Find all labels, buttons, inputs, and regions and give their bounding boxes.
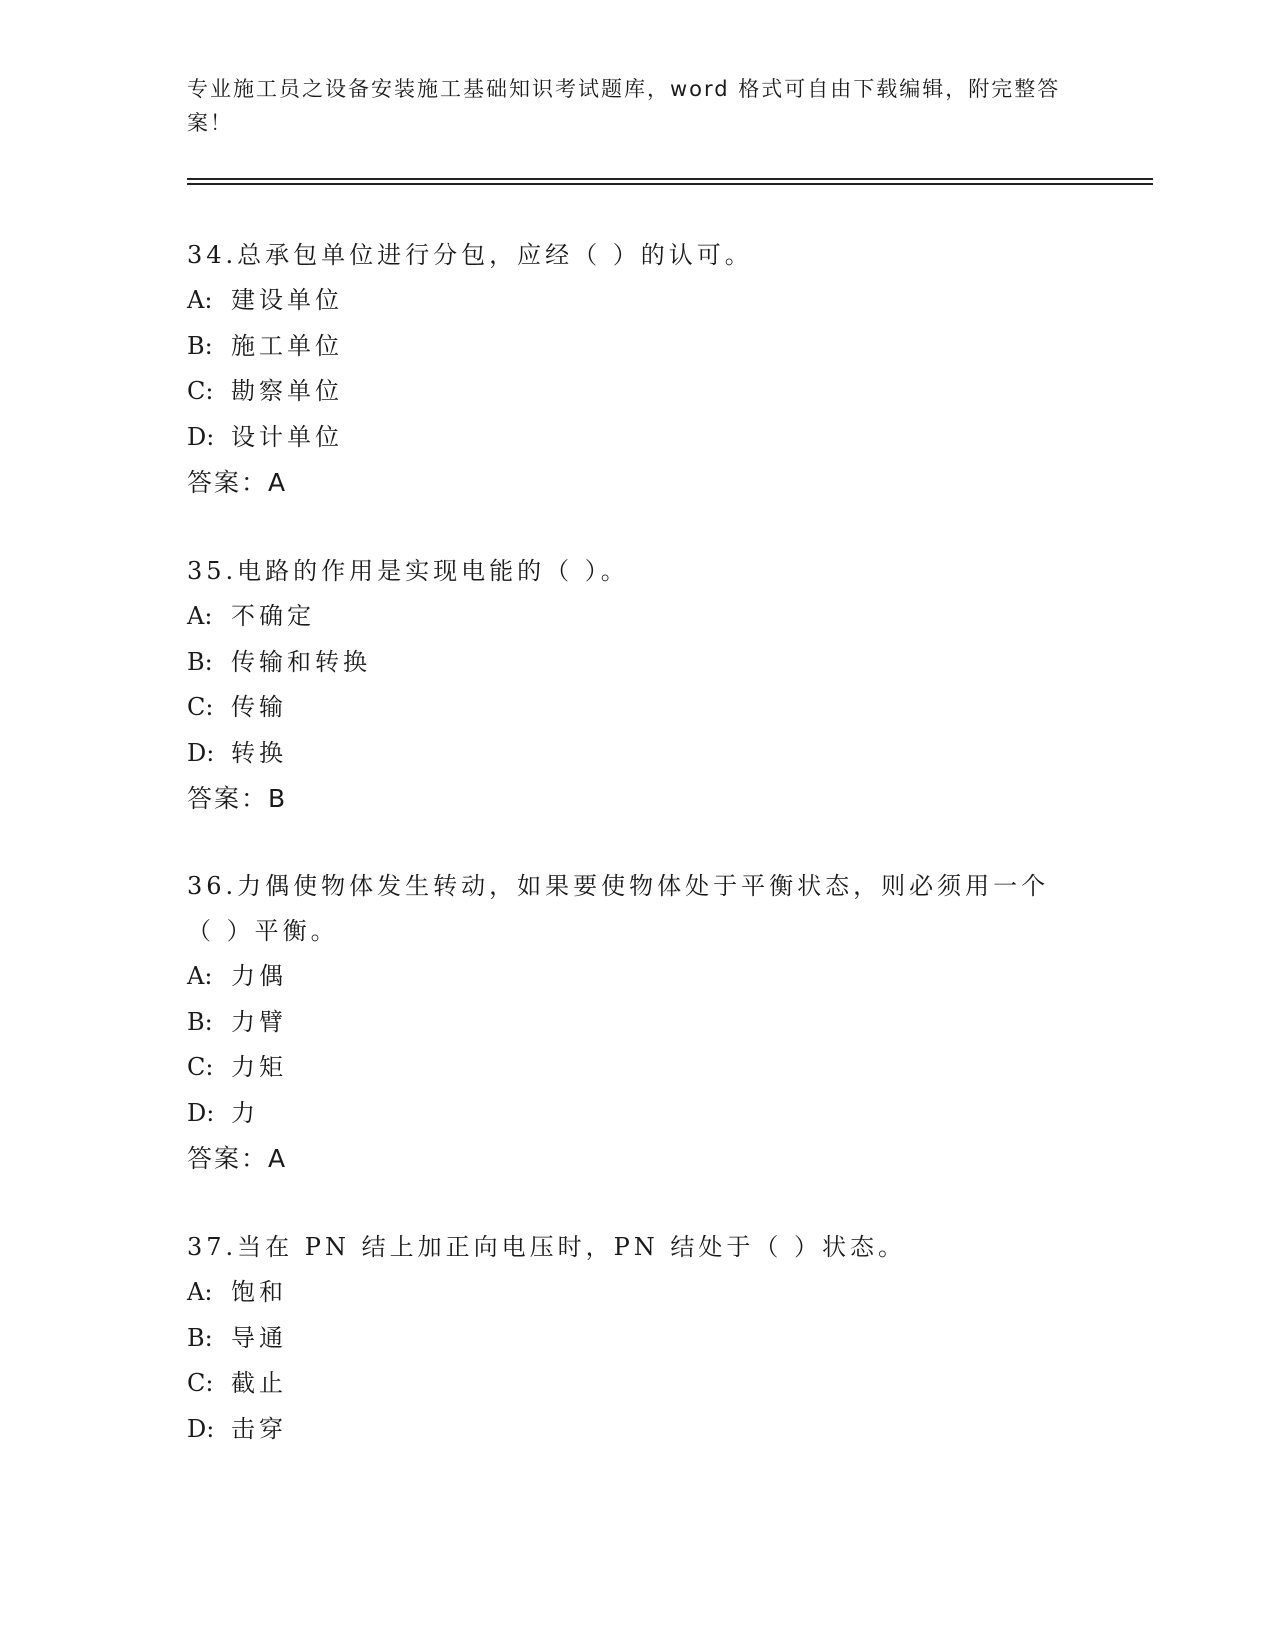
option-a bbox=[187, 278, 1107, 324]
option-text: 不确定 bbox=[231, 602, 315, 630]
option-letter: A: bbox=[187, 286, 213, 314]
option-letter: A: bbox=[187, 1278, 213, 1306]
option-text: 力偶 bbox=[231, 962, 287, 990]
option-letter: C: bbox=[187, 1369, 214, 1397]
option-text: 施工单位 bbox=[231, 331, 343, 360]
option-d bbox=[187, 731, 1107, 777]
question-35 bbox=[187, 549, 1107, 822]
option-text: 力矩 bbox=[231, 1053, 287, 1081]
option-letter: B: bbox=[187, 647, 213, 676]
option-letter: C: bbox=[187, 377, 214, 405]
option-a bbox=[187, 594, 1107, 640]
question-34 bbox=[187, 233, 1107, 506]
question-37 bbox=[187, 1225, 1107, 1452]
question-stem: 34.总承包单位进行分包，应经（ ）的认可。 bbox=[187, 241, 753, 269]
question-stem: 36.力偶使物体发生转动，如果要使物体处于平衡状态，则必须用一个（ ）平衡。 bbox=[187, 872, 1050, 945]
option-text: 力 bbox=[231, 1098, 259, 1127]
option-a bbox=[187, 954, 1067, 1000]
option-text: 转换 bbox=[231, 738, 287, 767]
option-text: 导通 bbox=[231, 1323, 287, 1352]
option-letter: B: bbox=[187, 1007, 213, 1036]
option-text: 传输和转换 bbox=[231, 647, 371, 676]
option-b bbox=[187, 1316, 1107, 1362]
option-text: 击穿 bbox=[231, 1414, 287, 1443]
question-stem: 35.电路的作用是实现电能的（ ）。 bbox=[187, 557, 629, 585]
option-letter: B: bbox=[187, 1323, 213, 1352]
option-letter: D: bbox=[187, 422, 215, 451]
question-stem: 37.当在 PN 结上加正向电压时，PN 结处于（ ）状态。 bbox=[187, 1233, 906, 1261]
option-letter: A: bbox=[187, 602, 213, 630]
option-text: 勘察单位 bbox=[231, 377, 343, 405]
option-d bbox=[187, 1407, 1107, 1453]
option-text: 建设单位 bbox=[231, 286, 343, 314]
option-c bbox=[187, 685, 1107, 731]
option-c bbox=[187, 369, 1107, 415]
option-text: 力臂 bbox=[231, 1007, 287, 1036]
answer: 答案：A bbox=[187, 468, 288, 497]
option-b bbox=[187, 640, 1107, 686]
document-header: 专业施工员之设备安装施工基础知识考试题库，word 格式可自由下载编辑，附完整答案！ bbox=[187, 77, 1061, 135]
option-d bbox=[187, 1091, 1067, 1137]
option-b bbox=[187, 1000, 1067, 1046]
option-letter: D: bbox=[187, 1414, 215, 1443]
option-letter: B: bbox=[187, 331, 213, 360]
option-letter: C: bbox=[187, 693, 214, 721]
header-divider-top bbox=[187, 178, 1153, 180]
option-text: 设计单位 bbox=[231, 422, 343, 451]
option-a bbox=[187, 1270, 1107, 1316]
option-c bbox=[187, 1361, 1107, 1407]
option-d bbox=[187, 415, 1107, 461]
option-c bbox=[187, 1045, 1067, 1091]
header-divider-bottom bbox=[187, 183, 1153, 185]
option-b bbox=[187, 324, 1107, 370]
option-letter: C: bbox=[187, 1053, 214, 1081]
option-text: 传输 bbox=[231, 693, 287, 721]
answer: 答案：B bbox=[187, 784, 288, 813]
option-letter: D: bbox=[187, 738, 215, 767]
option-text: 截止 bbox=[231, 1369, 287, 1397]
option-letter: D: bbox=[187, 1098, 215, 1127]
question-36 bbox=[187, 864, 1067, 1182]
option-letter: A: bbox=[187, 962, 213, 990]
answer: 答案：A bbox=[187, 1144, 288, 1173]
option-text: 饱和 bbox=[231, 1278, 287, 1306]
